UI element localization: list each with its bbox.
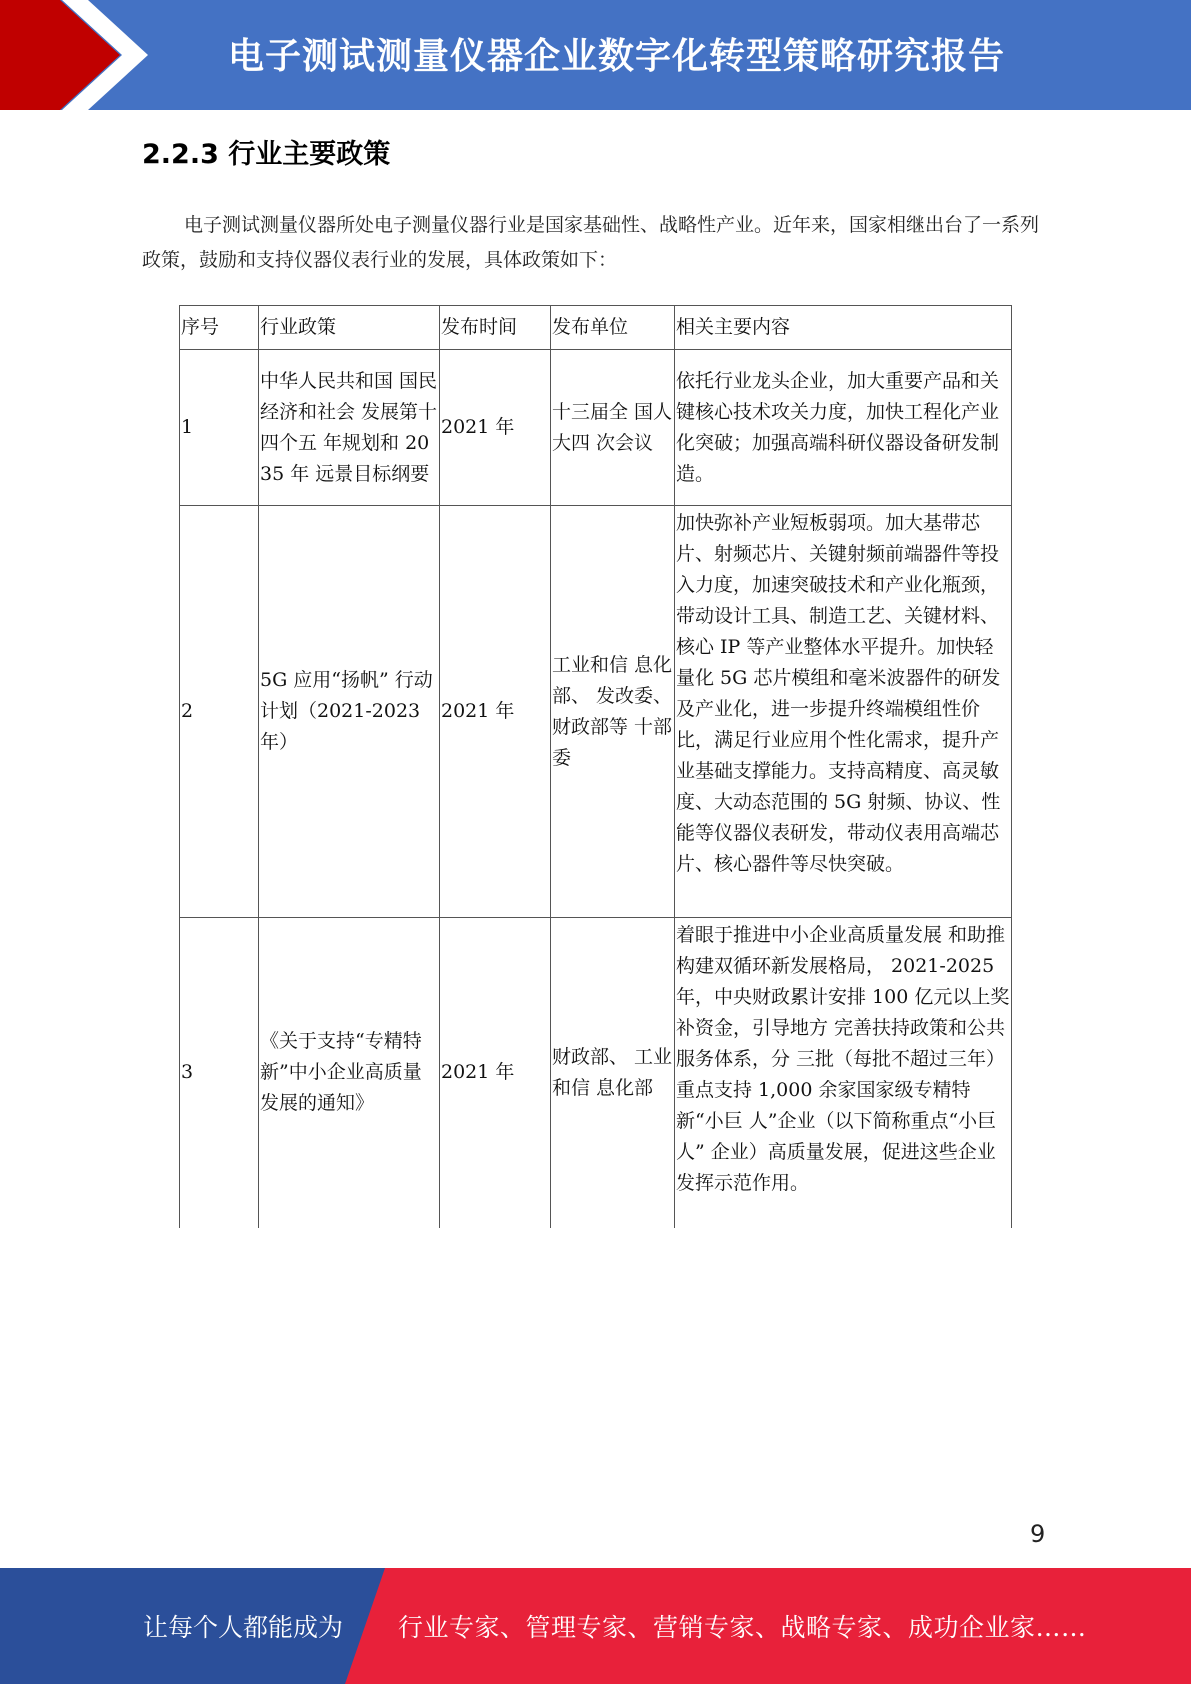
header-issuer: 发布单位 (551, 306, 675, 350)
table-row (180, 506, 1012, 918)
row-policy: 中华人民共和国 国民经济和社会 发展第十四个五 年规划和 2035 年 远景目标纲要 (259, 350, 440, 506)
header-banner (0, 0, 1191, 110)
row-content: 加快弥补产业短板弱项。加大基带芯片、射频芯片、关键射频前端器件等投入力度，加速突破技术和产业化瓶颈，带动设计工具、制造工艺、关键材料、核心 IP 等产业整体水平提升。加快轻量化 5G 芯片模组和毫米波器件的研发及产业化，进一步提升终端模组性价比，满足行业应用个性化需求，提升产业基础支撑能力。支持高精度、高灵敏度、大动态范围的 5G 射频、协议、性能等仪器仪表研发，带动仪表用高端芯片、核心器件等尽快突破。 (675, 506, 1012, 918)
row-content: 依托行业龙头企业，加大重要产品和关键核心技术攻关力度，加快工程化产业化突破；加强高端科研仪器设备研发制造。 (675, 350, 1012, 506)
row-issuer: 财政部、 工业和信 息化部 (551, 918, 675, 1228)
report-title: 电子测试测量仪器企业数字化转型策略研究报告 (228, 36, 1006, 77)
row-no: 1 (180, 350, 259, 506)
row-policy: 5G 应用“扬帆” 行动计划（2021-2023 年） (259, 506, 440, 918)
table-row (180, 350, 1012, 506)
row-no: 3 (180, 918, 259, 1228)
footer-slogan-right: 行业专家、管理专家、营销专家、战略专家、成功企业家…… (398, 1613, 1087, 1642)
intro-paragraph: 电子测试测量仪器所处电子测量仪器行业是国家基础性、战略性产业。近年来，国家相继出台了一系列政策，鼓励和支持仪器仪表行业的发展，具体政策如下： (142, 214, 1040, 271)
header-date: 发布时间 (440, 306, 551, 350)
table-header-row (180, 306, 1012, 350)
row-issuer: 十三届全 国人大四 次会议 (551, 350, 675, 506)
row-date: 2021 年 (440, 506, 551, 918)
table-row (180, 918, 1012, 1228)
row-no: 2 (180, 506, 259, 918)
policy-table (179, 305, 1012, 1228)
row-date: 2021 年 (440, 918, 551, 1228)
footer-banner (0, 1568, 1191, 1684)
footer-slogan-left: 让每个人都能成为 (143, 1613, 344, 1642)
row-date: 2021 年 (440, 350, 551, 506)
header-content: 相关主要内容 (675, 306, 1012, 350)
section-heading: 2.2.3 行业主要政策 (142, 139, 391, 170)
page-number: 9 (1030, 1520, 1046, 1548)
row-policy: 《关于支持“专精特新”中小企业高质量发展的通知》 (259, 918, 440, 1228)
header-policy: 行业政策 (259, 306, 440, 350)
row-issuer: 工业和信 息化部、 发改委、财政部等 十部委 (551, 506, 675, 918)
row-content: 着眼于推进中小企业高质量发展 和助推构建双循环新发展格局， 2021-2025 年，中央财政累计安排 100 亿元以上奖补资金，引导地方 完善扶持政策和公共服务体系，分 三批（每批不超过三年）重点支持 1,000 余家国家级专精特新“小巨 人”企业（以下简称重点“小巨人” 企业）高质量发展，促进这些企业 发挥示范作用。 (675, 918, 1012, 1228)
header-no: 序号 (180, 306, 259, 350)
